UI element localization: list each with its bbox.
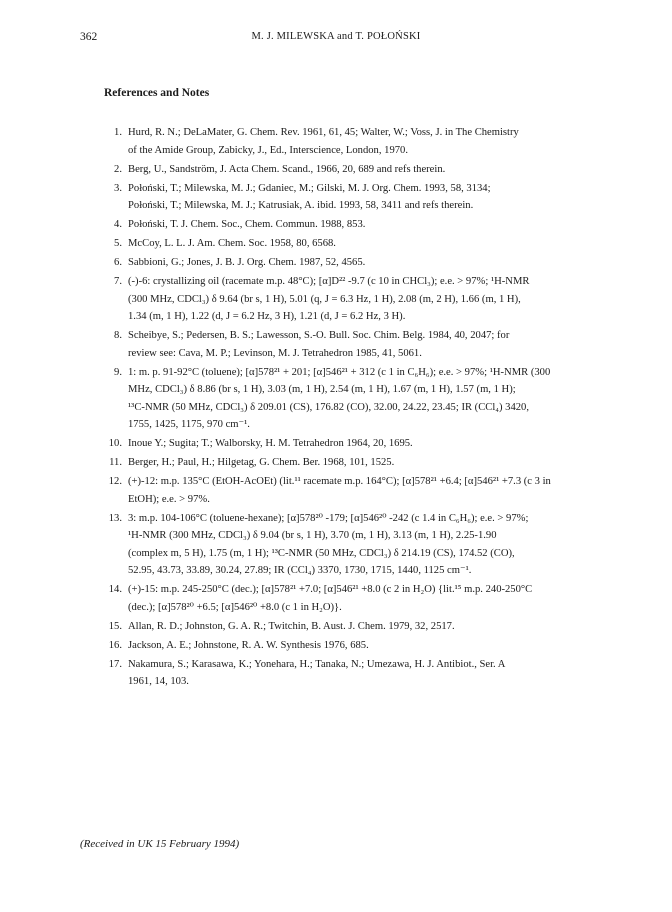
reference-line: Berg, U., Sandström, J. Acta Chem. Scand., 1966, 20, 689 and refs therein. — [128, 163, 446, 175]
reference-number: 16. — [108, 639, 122, 651]
reference-line: ¹³C-NMR (50 MHz, CDCl₃) δ 209.01 (CS), 176.82 (CO), 32.00, 24.22, 23.45; IR (CCl₄) 3420, — [128, 401, 529, 413]
received-date: (Received in UK 15 February 1994) — [80, 838, 240, 850]
page-number: 362 — [80, 31, 98, 43]
reference-line: Allan, R. D.; Johnston, G. A. R.; Twitchin, B. Aust. J. Chem. 1979, 32, 2517. — [128, 620, 455, 632]
reference-number: 1. — [114, 127, 122, 138]
reference-line: (complex m, 5 H), 1.75 (m, 1 H); ¹³C-NMR (50 MHz, CDCl₃) δ 214.19 (CS), 174.52 (CO), — [128, 547, 515, 559]
reference-item — [104, 273, 600, 326]
reference-line: 1: m. p. 91-92°C (toluene); [α]578²¹ + 201; [α]546²¹ + 312 (c 1 in C₆H₆); e.e. > 97%; ¹H-NMR (300 — [128, 366, 551, 378]
reference-number: 10. — [108, 438, 122, 449]
reference-item — [104, 454, 600, 472]
reference-number: 3. — [114, 182, 122, 194]
running-head: M. J. MILEWSKA and T. POŁOŃSKI — [251, 31, 421, 42]
reference-line: (dec.); [α]578²⁰ +6.5; [α]546²⁰ +8.0 (c 1 in H₂O)}. — [128, 601, 342, 613]
reference-item — [104, 254, 600, 272]
reference-line: Berger, H.; Paul, H.; Hilgetag, G. Chem. Ber. 1968, 101, 1525. — [128, 457, 395, 468]
reference-number: 13. — [108, 512, 122, 524]
reference-item — [104, 327, 600, 362]
reference-number: 8. — [114, 330, 122, 341]
reference-item — [104, 637, 600, 655]
reference-line: 1.34 (m, 1 H), 1.22 (d, J = 6.2 Hz, 3 H), 1.21 (d, J = 6.2 Hz, 3 H). — [128, 311, 406, 322]
reference-line: Nakamura, S.; Karasawa, K.; Yonehara, H.; Tanaka, N.; Umezawa, H. J. Antibiot., Ser. A — [128, 658, 506, 670]
section-heading: References and Notes — [104, 87, 210, 99]
reference-number: 4. — [114, 219, 122, 230]
reference-line: review see: Cava, M. P.; Levinson, M. J. Tetrahedron 1985, 41, 5061. — [128, 347, 422, 359]
reference-number: 11. — [109, 457, 122, 468]
reference-item — [104, 124, 600, 159]
reference-line: (300 MHz, CDCl₃) δ 9.64 (br s, 1 H), 5.01 (q, J = 6.3 Hz, 1 H), 2.08 (m, 2 H), 1.66 (m, 1 H), — [128, 293, 521, 305]
reference-number: 14. — [108, 584, 122, 595]
reference-line: (+)-12: m.p. 135°C (EtOH-AcOEt) (lit.¹¹ racemate m.p. 164°C); [α]578²¹ +6.4; [α]546²¹ +7.3 (c 3 in — [128, 476, 551, 487]
reference-line: Połoński, T.; Milewska, M. J.; Katrusiak, A. ibid. 1993, 58, 3411 and refs therein. — [128, 200, 474, 211]
reference-list — [104, 124, 600, 692]
reference-line: Połoński, T. J. Chem. Soc., Chem. Commun. 1988, 853. — [128, 219, 366, 230]
reference-line: 1755, 1425, 1175, 970 cm⁻¹. — [128, 419, 250, 430]
reference-number: 15. — [108, 620, 122, 632]
reference-item — [104, 473, 600, 508]
reference-number: 5. — [114, 238, 122, 249]
reference-line: Scheibye, S.; Pedersen, B. S.; Lawesson, S.-O. Bull. Soc. Chim. Belg. 1984, 40, 2047; for — [128, 330, 510, 341]
reference-number: 2. — [114, 163, 122, 175]
reference-item — [104, 180, 600, 215]
reference-line: ¹H-NMR (300 MHz, CDCl₃) δ 9.04 (br s, 1 H), 3.70 (m, 1 H), 3.13 (m, 1 H), 2.25-1.90 — [128, 530, 497, 541]
reference-number: 12. — [108, 476, 122, 487]
reference-line: Jackson, A. E.; Johnstone, R. A. W. Synthesis 1976, 685. — [128, 639, 369, 651]
reference-line: 52.95, 43.73, 33.89, 30.24, 27.89; IR (CCl₄) 3370, 1730, 1715, 1440, 1125 cm⁻¹. — [128, 565, 472, 576]
reference-number: 9. — [114, 366, 122, 378]
reference-line: EtOH); e.e. > 97%. — [128, 493, 210, 505]
reference-line: Połoński, T.; Milewska, M. J.; Gdaniec, M.; Gilski, M. J. Org. Chem. 1993, 58, 3134; — [128, 182, 491, 194]
reference-number: 7. — [114, 276, 122, 287]
reference-number: 17. — [108, 658, 122, 670]
reference-line: McCoy, L. L. J. Am. Chem. Soc. 1958, 80, 6568. — [128, 238, 336, 249]
reference-line: Sabbioni, G.; Jones, J. B. J. Org. Chem. 1987, 52, 4565. — [128, 257, 366, 268]
reference-item — [104, 510, 600, 580]
reference-line: (-)-6: crystallizing oil (racemate m.p. 48°C); [α]D²² -9.7 (c 10 in CHCl₃); e.e. > 97%; ¹H-NMR — [128, 276, 530, 287]
reference-item — [104, 364, 600, 434]
reference-line: 3: m.p. 104-106°C (toluene-hexane); [α]578²⁰ -179; [α]546²⁰ -242 (c 1.4 in C₆H₆); e.e. > 97%; — [128, 512, 529, 524]
reference-line: of the Amide Group, Zabicky, J., Ed., Interscience, London, 1970. — [128, 144, 408, 156]
reference-line: (+)-15: m.p. 245-250°C (dec.); [α]578²¹ +7.0; [α]546²¹ +8.0 (c 2 in H₂O) {lit.¹⁵ m.p. 240-250°C — [128, 584, 533, 595]
reference-line: 1961, 14, 103. — [128, 676, 189, 687]
reference-item — [104, 618, 600, 636]
reference-number: 6. — [114, 257, 122, 268]
reference-item — [104, 581, 600, 616]
reference-line: Hurd, R. N.; DeLaMater, G. Chem. Rev. 1961, 61, 45; Walter, W.; Voss, J. in The Chemistry — [128, 127, 519, 138]
reference-item — [104, 161, 600, 179]
reference-line: MHz, CDCl₃) δ 8.86 (br s, 1 H), 3.03 (m, 1 H), 2.54 (m, 1 H), 1.67 (m, 1 H), 1.57 (m, 1 H); — [128, 384, 516, 395]
reference-item — [104, 235, 600, 253]
reference-item — [104, 656, 600, 691]
reference-item — [104, 435, 600, 453]
reference-line: Inoue Y.; Sugita; T.; Walborsky, H. M. Tetrahedron 1964, 20, 1695. — [128, 438, 413, 449]
reference-item — [104, 216, 600, 234]
